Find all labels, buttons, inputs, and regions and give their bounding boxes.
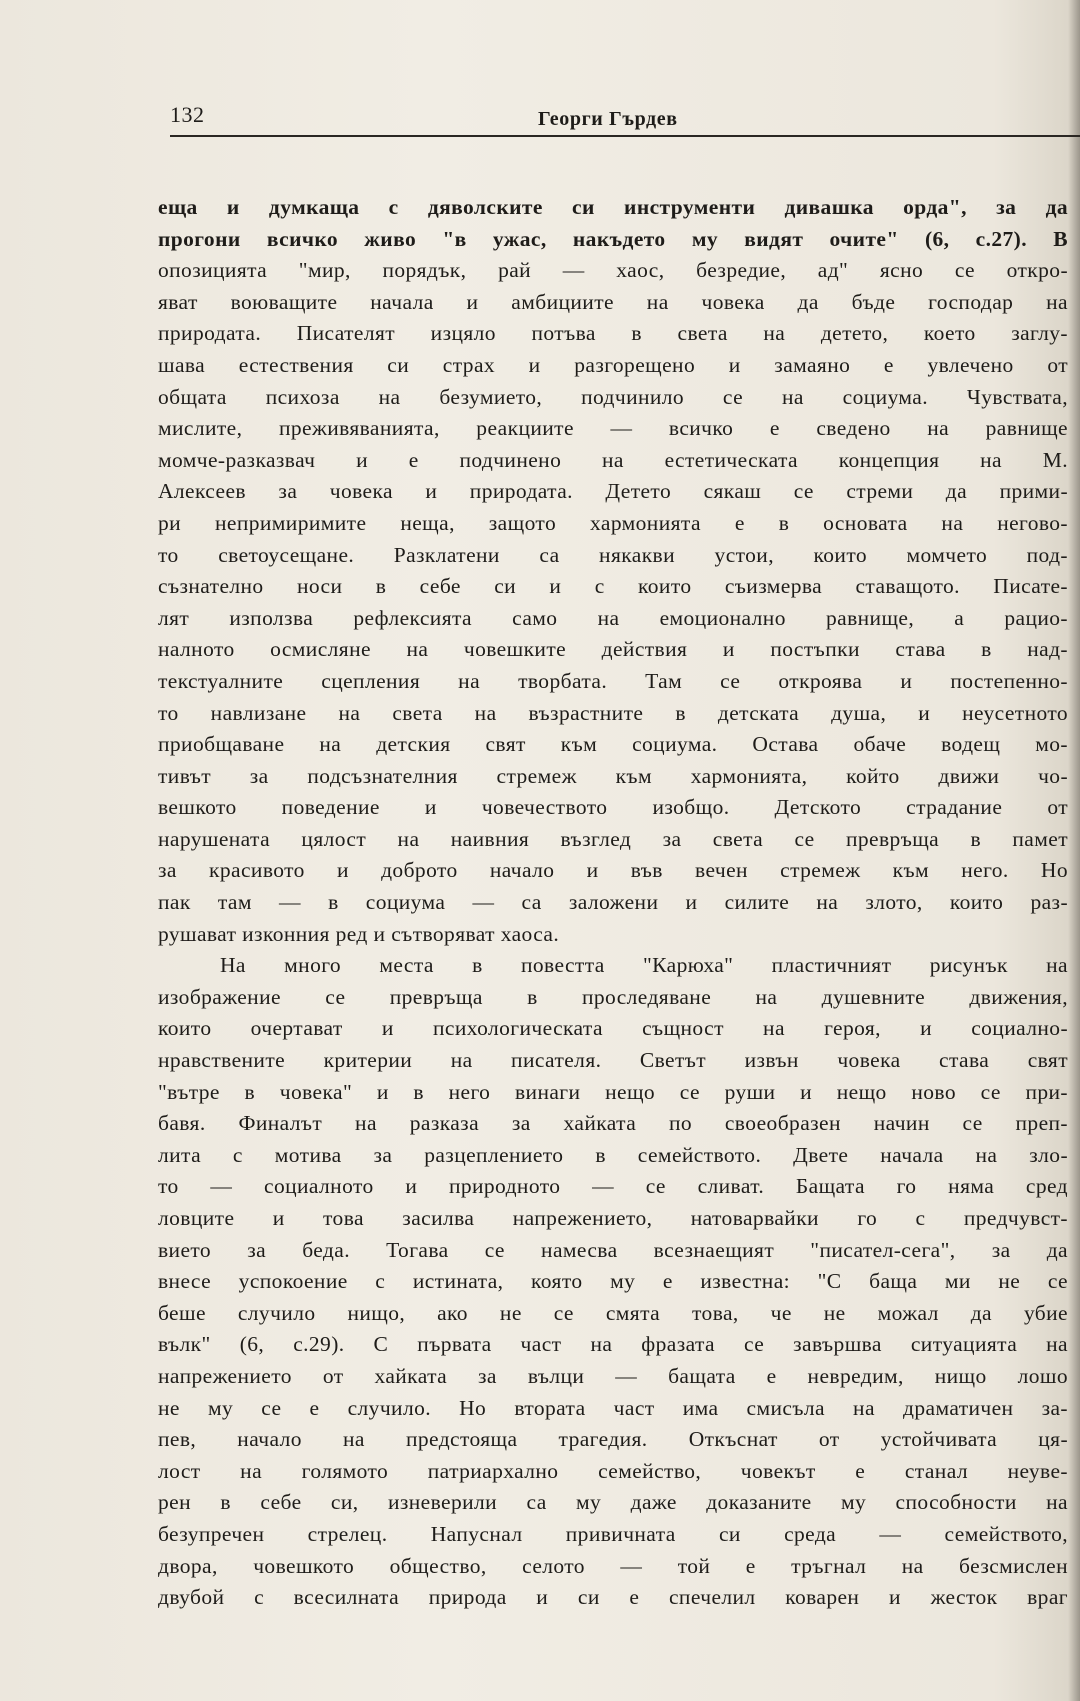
text-line: природата. Писателят изцяло потъва в света на детето, което заглу-	[158, 321, 1068, 346]
text-line: изображение се превръща в проследяване на душевните движения,	[158, 984, 1068, 1009]
text-line: нарушената цялост на наивния възглед за света се превръща в памет	[158, 826, 1068, 851]
text-line: не му се е случило. Но втората част има смисъла на драматичен за-	[158, 1395, 1068, 1420]
text-line: вълк" (6, с.29). С първата част на фразата се завършва ситуацията на	[158, 1332, 1068, 1357]
text-line: лост на голямото патриархално семейство, човекът е станал неуве-	[158, 1458, 1068, 1483]
text-line: еща и думкаща с дяволските си инструменти дивашка орда", за да	[158, 195, 1068, 219]
text-line: лят използва рефлексията само на емоционално равнище, а рацио-	[158, 605, 1068, 630]
text-line: пак там — в социума — са заложени и силите на злото, които раз-	[158, 890, 1068, 915]
text-line: вешкото поведение и човечеството изобщо. Детското страдание от	[158, 795, 1068, 820]
text-line: нравствените критерии на писателя. Светът извън човека става свят	[158, 1048, 1068, 1073]
text-line: "вътре в човека" и в него винаги нещо се руши и нещо ново се при-	[158, 1079, 1068, 1104]
page-number: 132	[170, 102, 205, 127]
header-rule	[170, 135, 1080, 137]
page-edge-shadow	[1068, 0, 1080, 1701]
text-line: пев, начало на предстояща трагедия. Откъснат от устойчивата ця-	[158, 1427, 1068, 1452]
text-line: безупречен стрелец. Напуснал привичната си среда — семейството,	[158, 1521, 1068, 1546]
text-line: момче-разказвач и е подчинено на естетическата концепция на М.	[158, 447, 1068, 472]
text-line: шава естествения си страх и разгорещено и замаяно е увлечено от	[158, 352, 1068, 377]
body-text	[158, 192, 1068, 1614]
text-line: за красивото и доброто начало и във вечен стремеж към него. Но	[158, 858, 1068, 883]
running-head: Георги Гърдев	[538, 108, 678, 130]
text-line: рен в себе си, изневерили са му даже доказаните му способности на	[158, 1490, 1068, 1515]
text-line: то — социалното и природното — се сливат. Бащата го няма сред	[158, 1174, 1068, 1199]
text-line: двубой с всесилната природа и си е спечелил коварен и жесток враг	[158, 1585, 1068, 1610]
text-line: опозицията "мир, порядък, рай — хаос, безредие, ад" ясно се откро-	[158, 258, 1068, 283]
text-line: бавя. Финалът на разказа за хайката по своеобразен начин се преп-	[158, 1111, 1068, 1136]
text-line: вието за беда. Тогава се намесва всезнаещият "писател-сега", за да	[158, 1237, 1068, 1262]
text-line: тивът за подсъзнателния стремеж към хармонията, който движи чо-	[158, 763, 1068, 788]
text-line: рушават изконния ред и сътворяват хаоса.	[158, 921, 560, 946]
text-line: мислите, преживяванията, реакциите — всичко е сведено на равнище	[158, 416, 1068, 441]
text-line: то светоусещане. Разклатени са някакви устои, които момчето под-	[158, 542, 1068, 567]
text-line: внесе успокоение с истината, която му е известна: "С баща ми не се	[158, 1269, 1068, 1294]
text-line: беше случило нищо, ако не се смята това, че не можал да убие	[158, 1300, 1068, 1325]
text-line: На много места в повестта "Карюха" пластичният рисунък на	[220, 953, 1068, 978]
text-line: двора, човешкото общество, селото — той е тръгнал на безсмислен	[158, 1553, 1068, 1578]
text-line: Алексеев за човека и природата. Детето сякаш се стреми да прими-	[158, 479, 1068, 504]
text-line: яват воюващите начала и амбициите на човека да бъде господар на	[158, 289, 1068, 314]
text-line: то навлизане на света на възрастните в детската душа, и неусетното	[158, 700, 1068, 725]
text-line: текстуалните сцепления на творбата. Там се откроява и постепенно-	[158, 668, 1068, 693]
page-header	[170, 96, 1080, 136]
text-line: които очертават и психологическата същност на героя, и социално-	[158, 1016, 1068, 1041]
text-line: съзнателно носи в себе си и с които съизмерва ставащото. Писате-	[158, 574, 1068, 599]
text-line: ловците и това засилва напрежението, натоварвайки го с предчувст-	[158, 1206, 1068, 1230]
text-line: общата психоза на безумието, подчинило се на социума. Чувствата,	[158, 384, 1068, 409]
text-line: приобщаване на детския свят към социума. Остава обаче водещ мо-	[158, 732, 1068, 757]
text-line: ри непримиримите неща, защото хармонията е в основата на негово-	[158, 510, 1068, 535]
text-line: налното осмисляне на човешките действия и постъпки става в над-	[158, 637, 1068, 662]
text-line: прогони всичко живо "в ужас, накъдето му видят очите" (6, с.27). В	[158, 226, 1068, 251]
text-line: напрежението от хайката за вълци — бащата е невредим, нищо лошо	[158, 1363, 1068, 1388]
text-line: лита с мотива за разцеплението в семейството. Двете начала на зло-	[158, 1142, 1068, 1167]
